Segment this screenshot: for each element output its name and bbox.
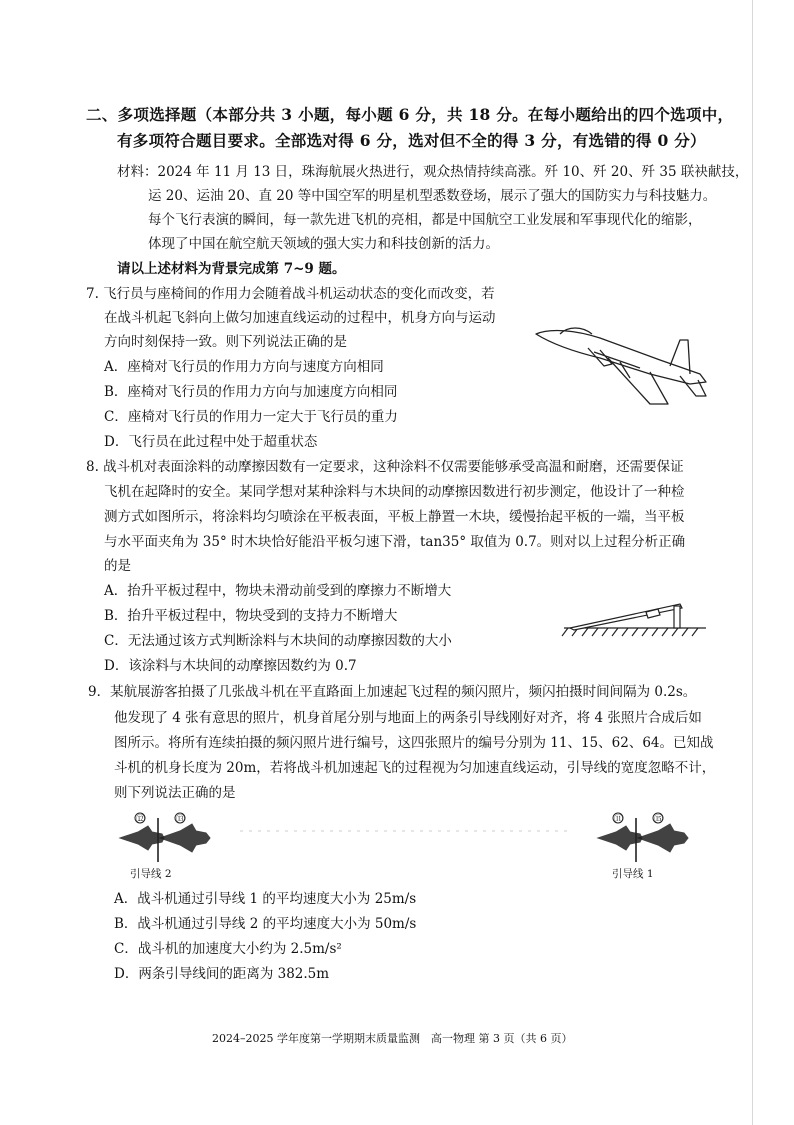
jet-photos-guide-line-2	[118, 810, 228, 866]
fighter-jet-illustration	[530, 312, 720, 412]
q9-line2: 他发现了 4 张有意思的照片，机身首尾分别与地面上的两条引导线刚好对齐，将 4 张照片合成后如	[114, 710, 702, 726]
section-heading-line2: 有多项符合题目要求。全部选对得 6 分，选对但不全的得 3 分，有选错的得 0 分）	[117, 131, 706, 150]
q7-option-a: A．座椅对飞行员的作用力方向与速度方向相同	[104, 359, 384, 375]
guide-line-2-label: 引导线 2	[130, 868, 172, 880]
q8-line1: 8. 战斗机对表面涂料的动摩擦因数有一定要求，这种涂料不仅需要能够承受高温和耐磨，还需要保证	[86, 459, 684, 475]
section-heading-line1: 二、多项选择题（本部分共 3 小题，每小题 6 分，共 18 分。在每小题给出的四个选项中，	[86, 105, 734, 124]
q7-option-d: D．飞行员在此过程中处于超重状态	[104, 434, 318, 450]
q7-line3: 方向时刻保持一致。则下列说法正确的是	[104, 334, 347, 350]
q7-line1: 7. 飞行员与座椅间的作用力会随着战斗机运动状态的变化而改变，若	[86, 286, 495, 302]
material-instruction: 请以上述材料为背景完成第 7~9 题。	[117, 261, 346, 277]
jet-photos-guide-line-1	[596, 810, 706, 866]
q9-option-d: D．两条引导线间的距离为 382.5m	[114, 966, 330, 982]
q9-option-b: B．战斗机通过引导线 2 的平均速度大小为 50m/s	[114, 916, 417, 932]
photo-number-3: ⑪	[614, 815, 624, 825]
composite-ghost-band	[240, 826, 570, 836]
q9-option-a: A．战斗机通过引导线 1 的平均速度大小为 25m/s	[114, 891, 417, 907]
q7-option-c: C．座椅对飞行员的作用力一定大于飞行员的重力	[104, 409, 398, 425]
page-footer: 2024–2025 学年度第一学期期末质量监测 高一物理 第 3 页（共 6 页）	[212, 1032, 573, 1045]
material-line3: 每个飞行表演的瞬间，每一款先进飞机的亮相，都是中国航空工业发展和军事现代化的缩影，	[148, 212, 702, 228]
material-line1: 材料：2024 年 11 月 13 日，珠海航展火热进行，观众热情持续高涨。歼 10、歼 20、歼 35 联袂献技，	[117, 164, 749, 180]
q8-option-d: D．该涂料与木块间的动摩擦因数约为 0.7	[104, 658, 357, 674]
q9-line4: 斗机的机身长度为 20m，若将战斗机加速起飞的过程视为匀加速直线运动，引导线的宽度忽略不计，	[114, 760, 716, 776]
inclined-plane-illustration	[560, 590, 710, 640]
q7-option-b: B．座椅对飞行员的作用力方向与加速度方向相同	[104, 384, 398, 400]
q8-line4: 与水平面夹角为 35° 时木块恰好能沿平板匀速下滑，tan35° 取值为 0.7。则对以上过程分析正确	[104, 534, 686, 550]
material-line4: 体现了中国在航空航天领域的强大实力和科技创新的活力。	[148, 236, 499, 252]
q7-line2: 在战斗机起飞斜向上做匀加速直线运动的过程中，机身方向与运动	[104, 310, 496, 326]
q9-line3: 图所示。将所有连续拍摄的频闪照片进行编号，这四张照片的编号分别为 11、15、62、64。已知战	[114, 735, 714, 751]
material-line2: 运 20、运油 20、直 20 等中国空军的明星机型悉数登场，展示了强大的国防实力与科技魅力。	[148, 188, 717, 204]
q8-line5: 的是	[104, 558, 131, 574]
q8-option-b: B．抬升平板过程中，物块受到的支持力不断增大	[104, 608, 398, 624]
scan-edge-line	[752, 0, 753, 1125]
photo-number-1: ⑫	[136, 815, 146, 825]
q8-line3: 测方式如图所示，将涂料均匀喷涂在平板表面，平板上静置一木块，缓慢抬起平板的一端，当平板	[104, 509, 685, 525]
q8-option-a: A．抬升平板过程中，物块未滑动前受到的摩擦力不断增大	[104, 583, 452, 599]
q9-line1: 9．某航展游客拍摄了几张战斗机在平直路面上加速起飞过程的频闪照片，频闪拍摄时间间隔为 0.2s。	[88, 684, 697, 700]
q8-option-c: C．无法通过该方式判断涂料与木块间的动摩擦因数的大小	[104, 633, 452, 649]
guide-line-1-label: 引导线 1	[612, 868, 654, 880]
q9-option-c: C．战斗机的加速度大小约为 2.5m/s²	[114, 941, 342, 957]
q9-line5: 则下列说法正确的是	[114, 785, 236, 801]
q8-line2: 飞机在起降时的安全。某同学想对某种涂料与木块间的动摩擦因数进行初步测定，他设计了一种检	[104, 484, 685, 500]
photo-number-4: ⑮	[654, 815, 664, 825]
photo-number-2: ⑬	[176, 815, 186, 825]
